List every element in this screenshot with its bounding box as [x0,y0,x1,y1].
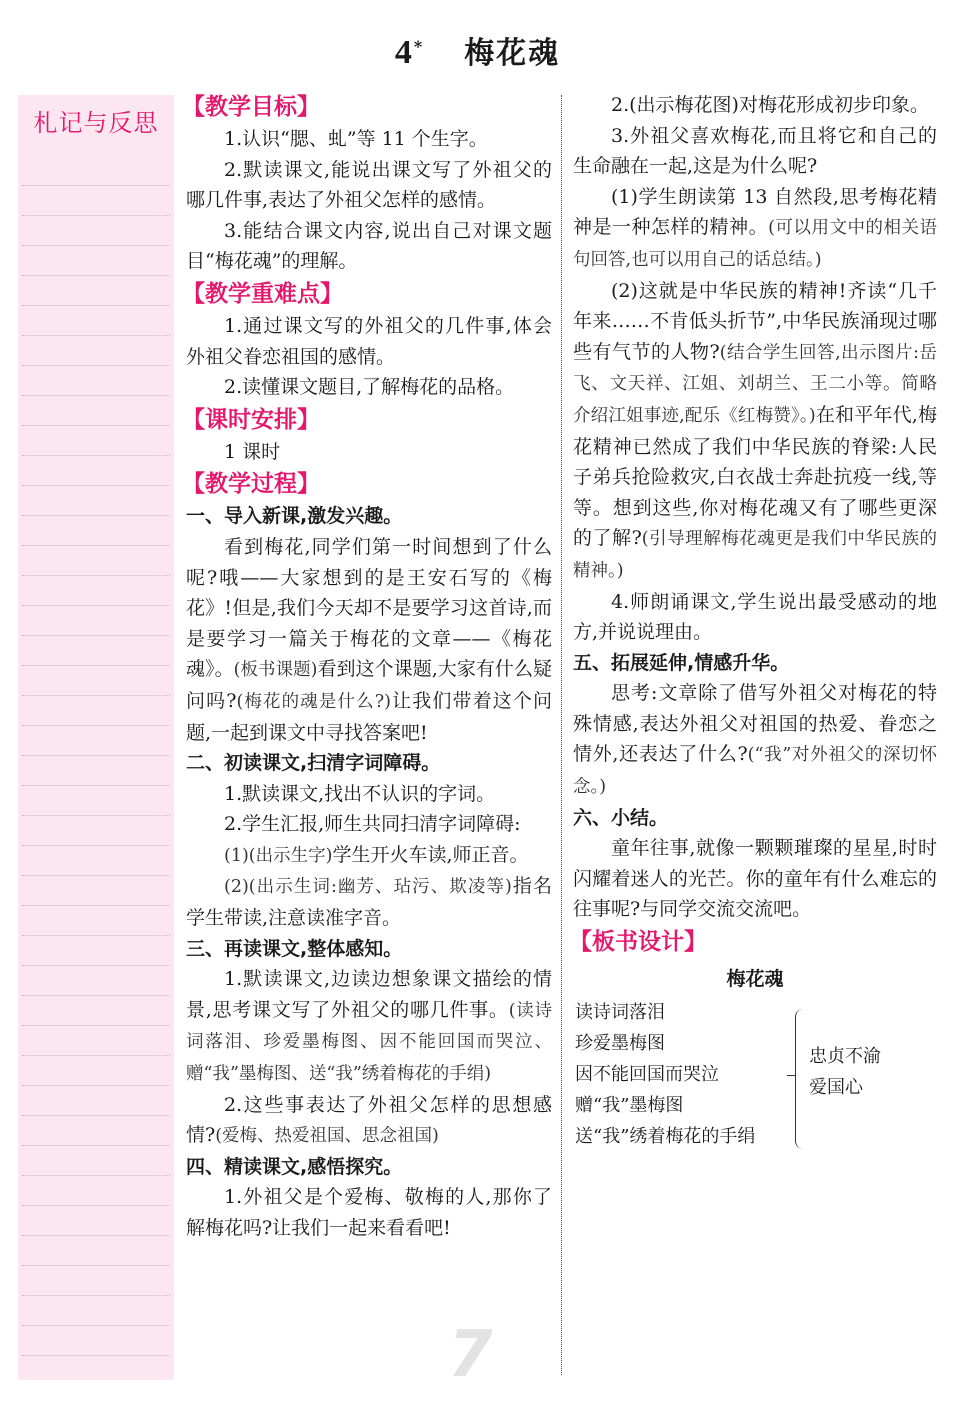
board-design [573,963,937,1163]
section-process: 【教学过程】 [182,471,320,498]
note-line[interactable] [22,575,170,576]
step-paragraph: (2)(出示生词:幽芳、玷污、欺凌等)指名学生带读,注意读准字音。 [186,875,552,930]
note-line[interactable] [22,305,170,306]
key-point-item: 1.通过课文写的外祖父的几件事,体会外祖父眷恋祖国的感情。 [186,314,552,368]
sidebar-title: 札记与反思 [33,109,159,137]
note-line[interactable] [22,785,170,786]
note-line[interactable] [22,1115,170,1116]
note-line[interactable] [22,905,170,906]
note-line[interactable] [22,485,170,486]
note-line[interactable] [22,605,170,606]
note-line[interactable] [22,725,170,726]
board-brace [795,1009,806,1149]
step-paragraph: 4.师朗诵课文,学生说出最受感动的地方,并说说理由。 [573,590,937,644]
note-line[interactable] [22,1295,170,1296]
goal-item: 2.默读课文,能说出课文写了外祖父的哪几件事,表达了外祖父怎样的感情。 [186,158,552,212]
section-goals: 【教学目标】 [182,94,320,120]
lesson-number: 4 [394,34,414,71]
step-paragraph: 2.(出示梅花图)对梅花形成初步印象。 [611,94,929,116]
step-heading: 五、拓展延伸,情感升华。 [573,651,790,674]
note-line[interactable] [22,1325,170,1326]
step-paragraph: (1)(出示生字)学生开火车读,师正音。 [224,843,529,866]
note-line[interactable] [22,1025,170,1026]
step-paragraph: 1.外祖父是个爱梅、敬梅的人,那你了解梅花吗?让我们一起来看看吧! [186,1186,552,1239]
step-paragraph: 3.外祖父喜欢梅花,而且将它和自己的生命融在一起,这是为什么呢? [573,124,937,178]
schedule-hours: 1 课时 [224,440,281,463]
step-heading: 二、初读课文,扫清字词障碍。 [186,752,441,775]
note-line[interactable] [22,965,170,966]
note-line[interactable] [22,1265,170,1266]
note-line[interactable] [22,515,170,516]
right-column [569,90,938,1163]
step-paragraph: 童年往事,就像一颗颗璀璨的星星,时时闪耀着迷人的光芒。你的童年有什么难忘的往事呢?与同学交流交流吧。 [573,837,937,921]
step-paragraph: (1)学生朗读第 13 自然段,思考梅花精神是一种怎样的精神。(可以用文中的相关语句回答,也可以用自己的话总结。) [573,185,937,270]
note-line[interactable] [22,665,170,666]
board-results [809,1041,881,1103]
step-paragraph: 看到梅花,同学们第一时间想到了什么呢?哦——大家想到的是王安石写的《梅花》!但是,我们今天却不是要学习这首诗,而是要学习一篇关于梅花的文章——《梅花魂》。(板书课题)看到这个课题,大家有什么疑问吗?(梅花的魂是什么?)让我们带着这个问题,一起到课文中寻找答案吧! [186,535,552,744]
step-paragraph: 1.默读课文,边读边想象课文描绘的情景,思考课文写了外祖父的哪几件事。(读诗词落泪、珍爱墨梅图、因不能回国而哭泣、赠“我”墨梅图、送“我”绣着梅花的手绢) [186,968,553,1085]
note-line[interactable] [22,1055,170,1056]
page-number: 7 [448,1318,493,1392]
note-line[interactable] [22,935,170,936]
left-column [182,90,553,1244]
note-line[interactable] [22,545,170,546]
step-paragraph: (2)这就是中华民族的精神!齐读“几千年来……不肯低头折节”,中华民族涌现过哪些有气节的人物?(结合学生回答,出示图片:岳飞、文天祥、江姐、刘胡兰、王二小等。简略介绍江姐事迹,配乐《红梅赞》。)在和平年代,梅花精神已然成了我们中华民族的脊梁:人民子弟兵抢险救灾,白衣战士奔赴抗疫一线,等等。想到这些,你对梅花魂又有了哪些更深的了解?(引导理解梅花魂更是我们中华民族的精神。) [573,279,938,581]
key-point-item: 2.读懂课文题目,了解梅花的品格。 [224,376,515,399]
step-paragraph: 1.默读课文,找出不认识的字词。 [224,782,496,805]
board-title: 梅花魂 [726,968,784,991]
board-result: 爱国心 [809,1077,863,1099]
note-line[interactable] [22,875,170,876]
note-line[interactable] [22,1235,170,1236]
step-heading: 四、精读课文,感悟探究。 [186,1155,403,1178]
lesson-star: * [413,37,425,56]
board-result: 忠贞不渝 [809,1046,881,1068]
note-line[interactable] [22,995,170,996]
note-line[interactable] [22,845,170,846]
board-item: 因不能回国而哭泣 [575,1064,719,1086]
note-line[interactable] [22,635,170,636]
board-item: 读诗词落泪 [575,1002,665,1024]
column-divider [561,95,562,1375]
note-line[interactable] [22,335,170,336]
step-paragraph: 2.这些事表达了外祖父怎样的思想感情?(爱梅、热爱祖国、思念祖国) [186,1093,552,1147]
note-line[interactable] [22,425,170,426]
section-key-points: 【教学重难点】 [182,280,343,307]
section-board: 【板书设计】 [569,929,707,956]
note-line[interactable] [22,275,170,276]
lesson-name: 梅花魂 [464,36,561,71]
goal-item: 3.能结合课文内容,说出自己对课文题目“梅花魂”的理解。 [186,219,552,273]
board-item: 送“我”绣着梅花的手绢 [575,1126,756,1148]
note-line[interactable] [22,1205,170,1206]
note-line[interactable] [22,1175,170,1176]
step-paragraph: 思考:文章除了借写外祖父对梅花的特殊情感,表达外祖父对祖国的热爱、眷恋之情外,还表达了什么?(“我”对外祖父的深切怀念。) [573,682,937,798]
note-line[interactable] [22,1145,170,1146]
note-line[interactable] [22,245,170,246]
step-paragraph: 2.学生汇报,师生共同扫清字词障碍: [224,813,521,836]
note-line[interactable] [22,395,170,396]
step-heading: 六、小结。 [573,806,669,829]
notes-sidebar [18,95,174,1380]
step-heading: 三、再读课文,整体感知。 [186,937,403,960]
note-line[interactable] [22,1355,170,1356]
note-line[interactable] [22,815,170,816]
note-line[interactable] [22,455,170,456]
lesson-title [0,28,955,72]
board-item: 赠“我”墨梅图 [575,1095,684,1117]
note-line[interactable] [22,215,170,216]
note-line[interactable] [22,1085,170,1086]
note-line[interactable] [22,695,170,696]
board-brace-tip [787,1075,796,1076]
step-heading: 一、导入新课,激发兴趣。 [186,505,403,528]
section-schedule: 【课时安排】 [182,406,320,433]
board-item: 珍爱墨梅图 [575,1033,665,1055]
note-line[interactable] [22,755,170,756]
note-line[interactable] [22,365,170,366]
note-line[interactable] [22,185,170,186]
goal-item: 1.认识“腮、虬”等 11 个生字。 [224,128,488,150]
board-items [575,997,755,1152]
